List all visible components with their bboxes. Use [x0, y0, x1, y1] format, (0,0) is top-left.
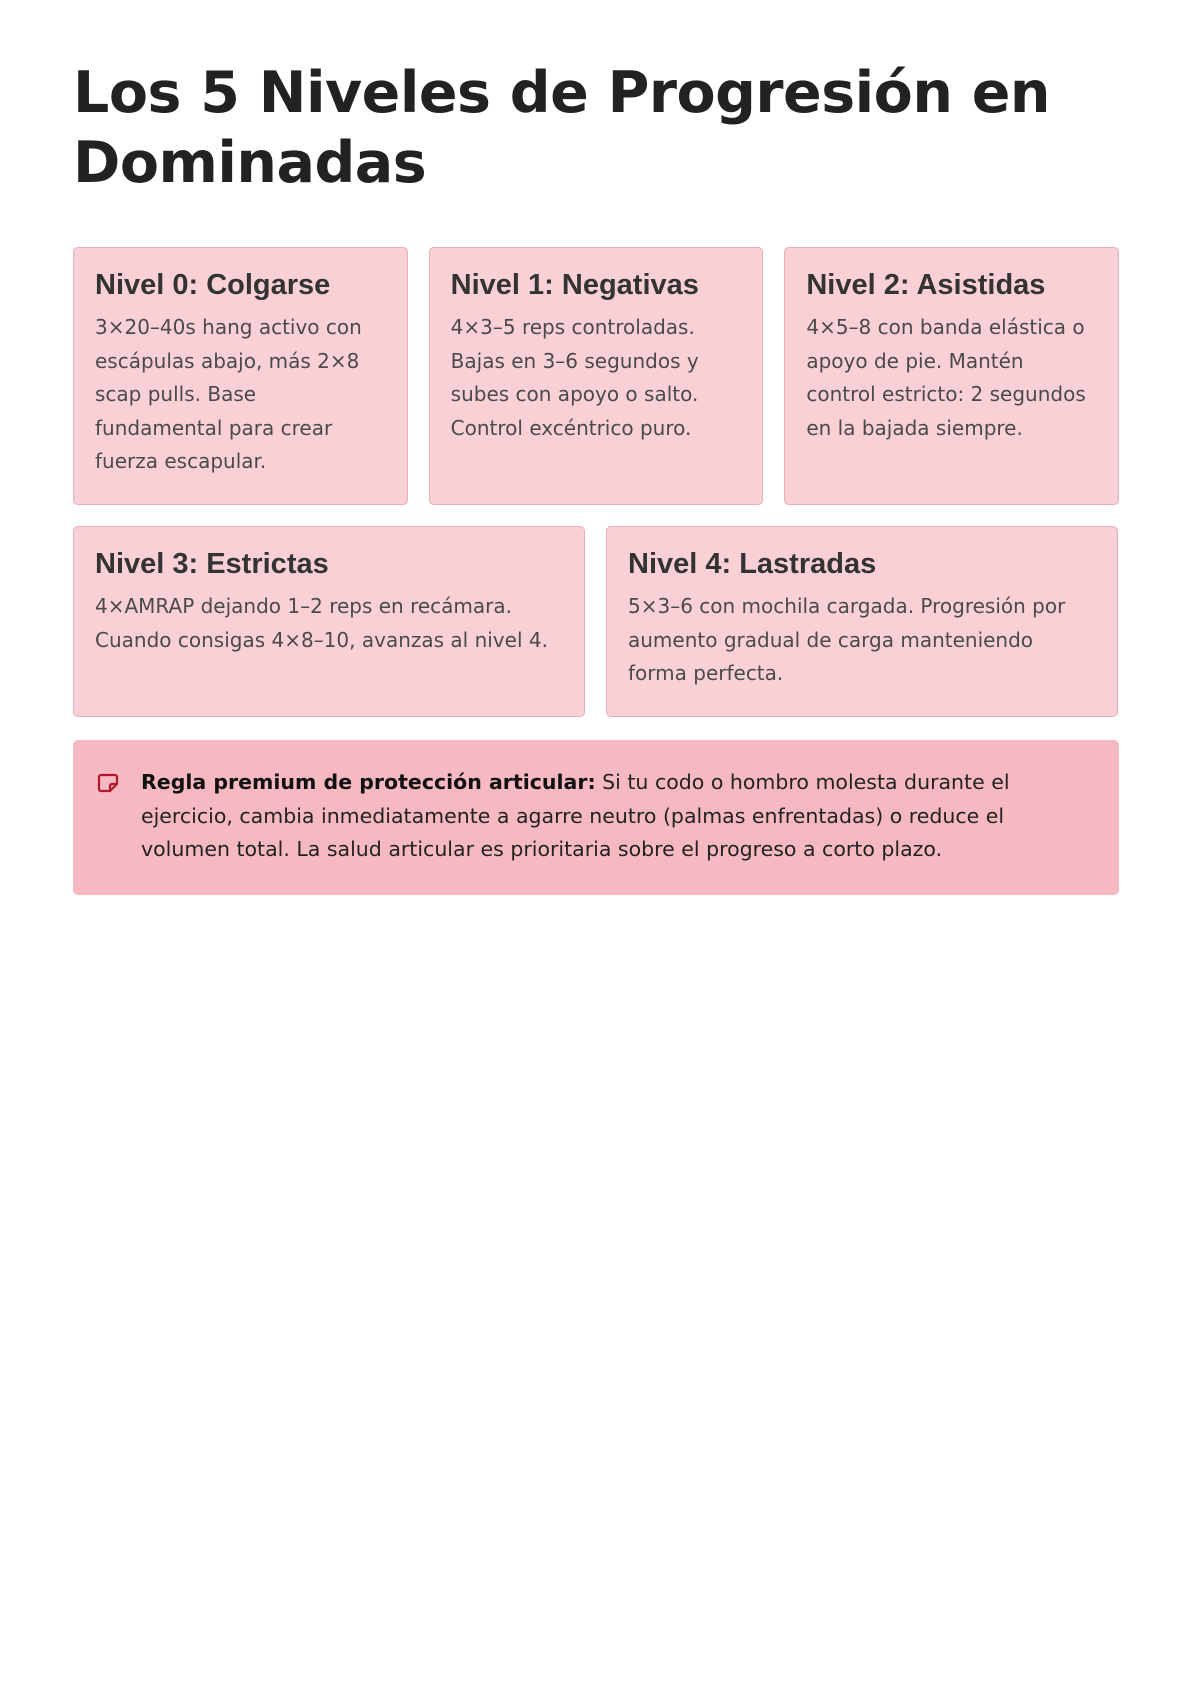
- note-icon: [97, 772, 119, 794]
- level-card-title: Nivel 1: Negativas: [450, 269, 699, 301]
- level-card-title: Nivel 0: Colgarse: [95, 269, 331, 301]
- level-card-description: 4×AMRAP dejando 1–2 reps en recámara. Cuando consigas 4×8–10, avanzas al nivel 4.: [95, 594, 548, 652]
- levels-row-1: [73, 247, 1119, 505]
- level-card-title: Nivel 3: Estrictas: [95, 548, 329, 580]
- callout-body: Si tu codo o hombro molesta durante el ejercicio, cambia inmediatamente a agarre neutro (palmas enfrentadas) o reduce el volumen total. La salud articular es prioritaria sobre el progreso a corto plazo.: [141, 770, 1010, 861]
- joint-protection-callout: [73, 740, 1119, 895]
- level-card-description: 3×20–40s hang activo con escápulas abajo, más 2×8 scap pulls. Base fundamental para crear fuerza escapular.: [95, 315, 362, 473]
- level-card-2: [784, 247, 1119, 505]
- level-card-0: [73, 247, 408, 505]
- level-card-4: [606, 526, 1118, 717]
- level-card-3: [73, 526, 585, 717]
- levels-row-2: [73, 526, 1119, 717]
- level-card-1: [429, 247, 764, 505]
- level-card-title: Nivel 2: Asistidas: [806, 269, 1046, 301]
- level-card-description: 5×3–6 con mochila cargada. Progresión por aumento gradual de carga manteniendo forma perfecta.: [628, 594, 1066, 685]
- level-card-title: Nivel 4: Lastradas: [628, 548, 877, 580]
- level-card-description: 4×3–5 reps controladas. Bajas en 3–6 segundos y subes con apoyo o salto. Control excéntrico puro.: [450, 315, 699, 440]
- level-card-description: 4×5–8 con banda elástica o apoyo de pie. Mantén control estricto: 2 segundos en la bajada siempre.: [806, 315, 1086, 440]
- page-title: Los 5 Niveles de Progresión en Dominadas: [73, 60, 1050, 196]
- callout-label: Regla premium de protección articular:: [141, 770, 596, 794]
- callout-text: [141, 766, 1095, 867]
